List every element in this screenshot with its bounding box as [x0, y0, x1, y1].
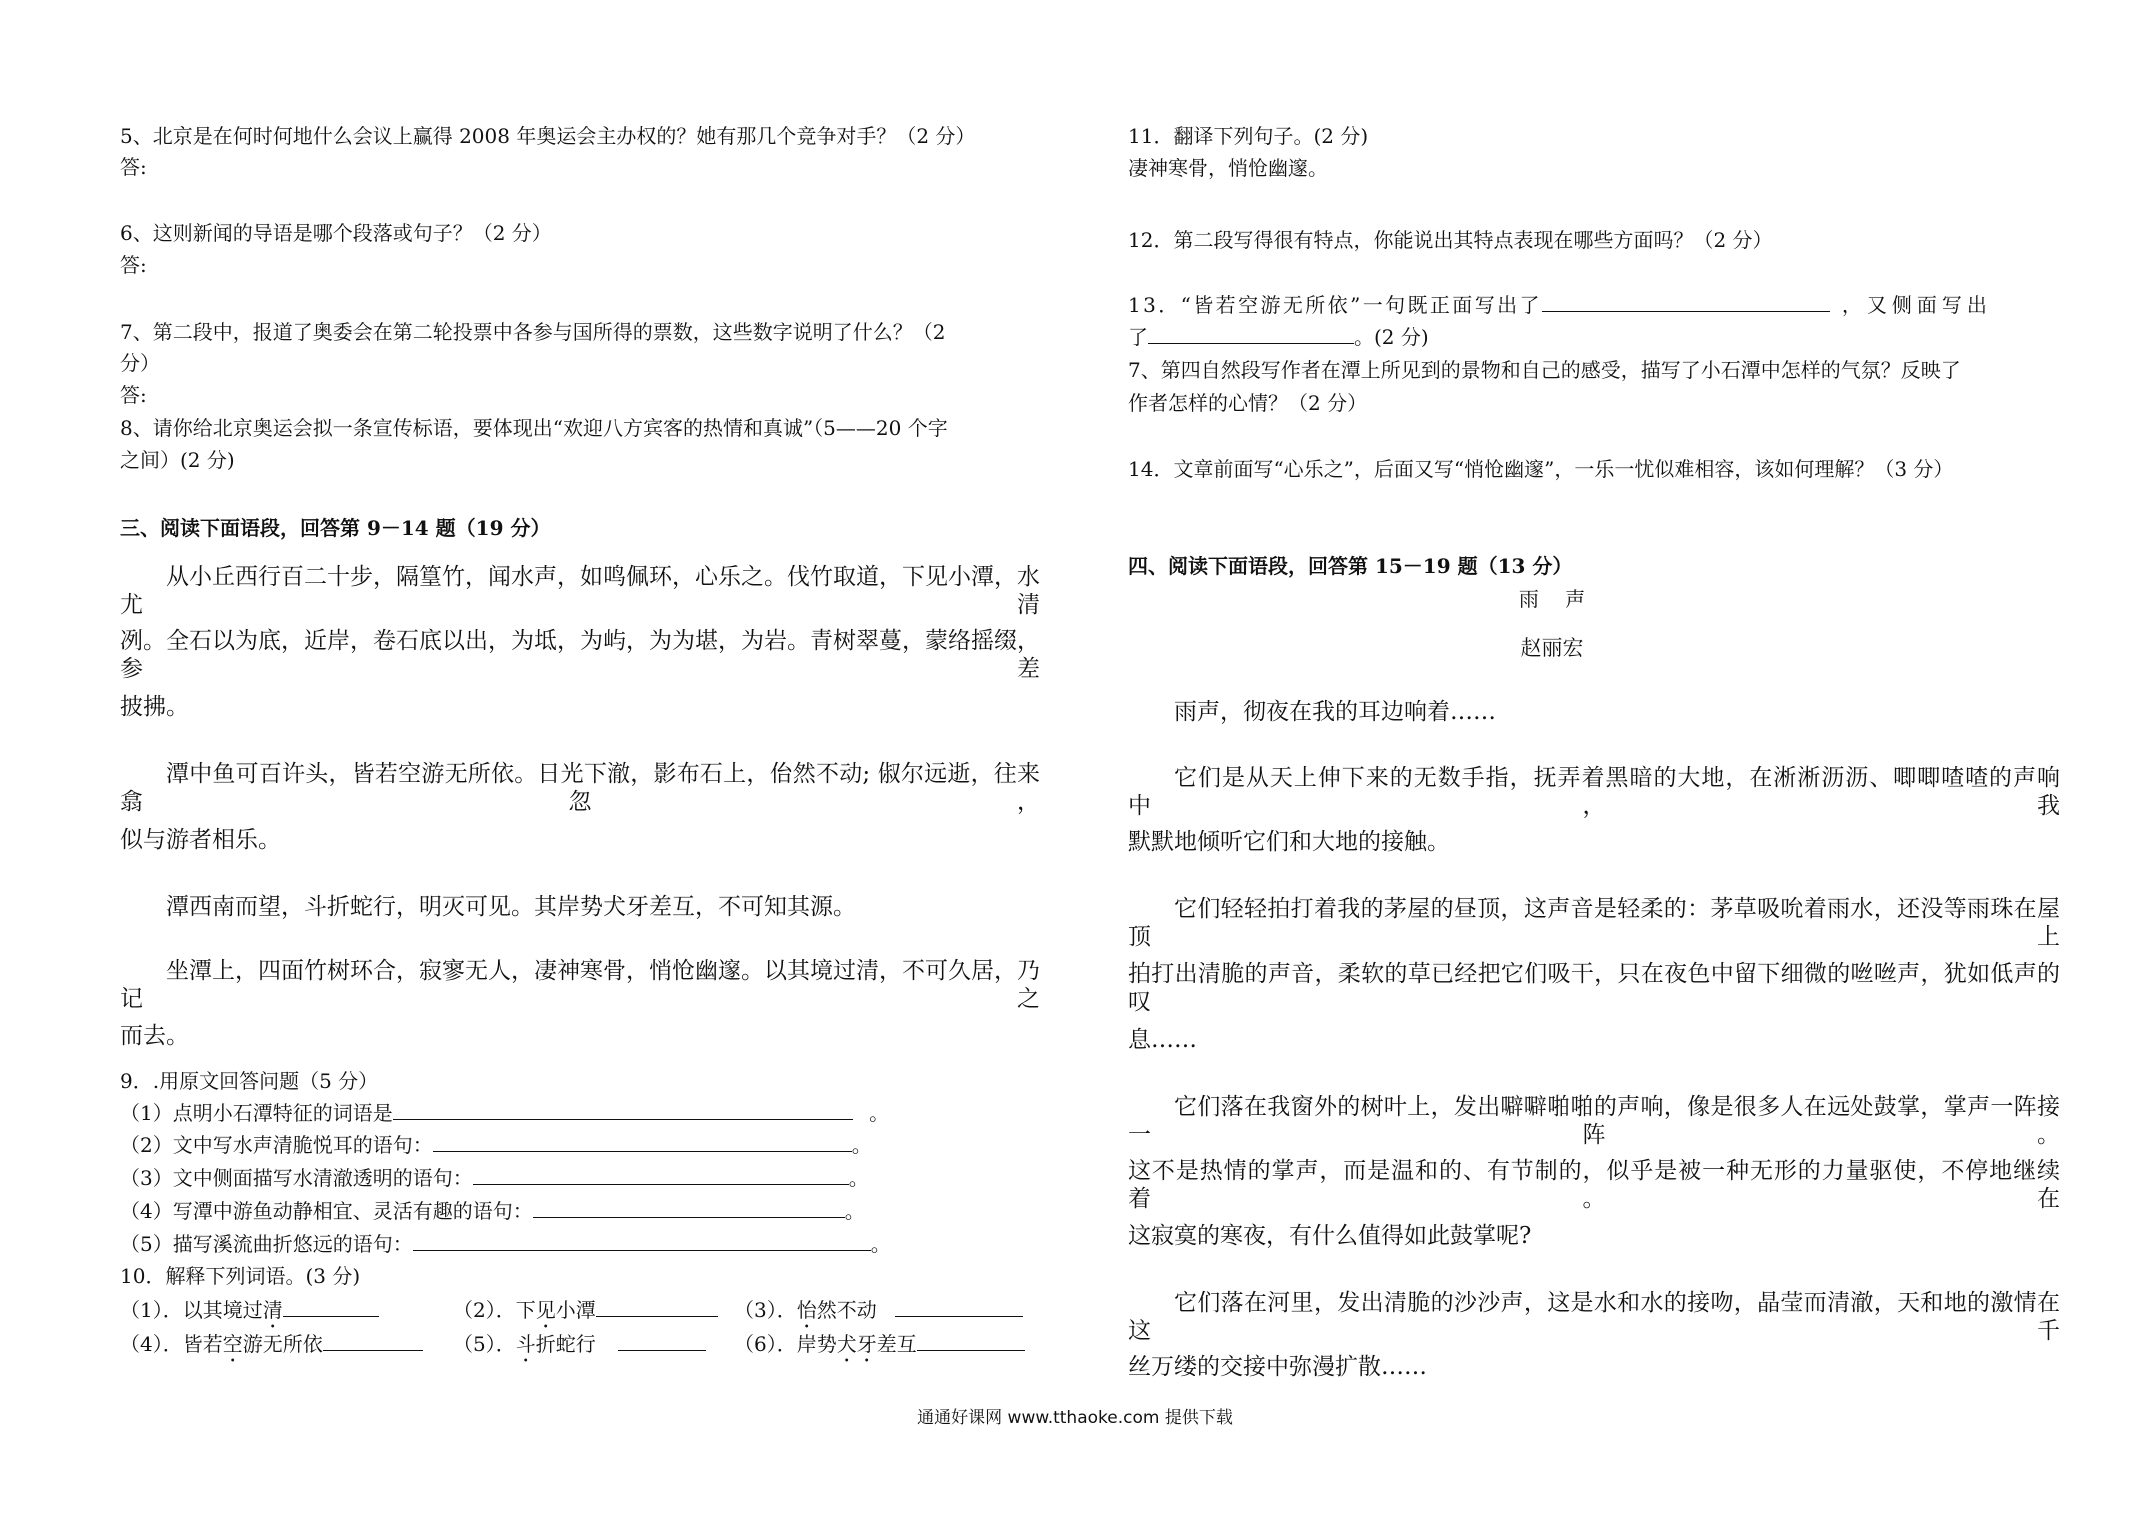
answer-blank[interactable]: [433, 1131, 852, 1152]
q9-item-text: （4）写潭中游鱼动静相宜、灵活有趣的语句：: [120, 1199, 533, 1223]
answer-label: 答:: [120, 155, 147, 179]
answer-blank[interactable]: [413, 1230, 871, 1251]
passage-line: 冽。全石以为底，近岸，卷石底以出，为坻，为屿，为为堪，为岩。青树翠蔓，蒙络摇缀，参差: [120, 628, 1040, 682]
answer-blank[interactable]: [533, 1197, 845, 1218]
passage-line: 这不是热情的掌声，而是温和的、有节制的，似乎是被一种无形的力量驱使，不停地继续着。在: [1128, 1158, 2060, 1212]
period: 。: [870, 1232, 891, 1256]
answer-blank[interactable]: [895, 1296, 1023, 1317]
passage-line: 它们轻轻拍打着我的茅屋的昼顶，这声音是轻柔的：茅草吸吮着雨水，还没等雨珠在屋顶上: [1128, 896, 2060, 950]
question-7-right: 7、第四自然段写作者在潭上所见到的景物和自己的感受，描写了小石潭中怎样的气氛？反映了: [1128, 358, 1961, 382]
passage-line: 默默地倾听它们和大地的接触。: [1128, 829, 1450, 855]
q13-text: 了: [1128, 325, 1148, 349]
section-4-heading: 四、阅读下面语段，回答第 15－19 题（13 分）: [1128, 554, 1573, 578]
q10-item-6: [734, 1330, 1025, 1367]
passage-line: 这寂寞的寒夜，有什么值得如此鼓掌呢?: [1128, 1223, 1532, 1249]
dotted-char: 空: [222, 1332, 243, 1356]
q10-item-1: [120, 1296, 379, 1333]
passage-line: 似与游者相乐。: [120, 827, 281, 853]
passage-line: 雨声，彻夜在我的耳边响着……: [1174, 699, 1496, 725]
q10-item-text: 游无所依: [242, 1332, 323, 1356]
q9-item-text: （3）文中侧面描写水清澈透明的语句：: [120, 1166, 473, 1190]
answer-blank[interactable]: [596, 1296, 718, 1317]
answer-blank[interactable]: [393, 1099, 853, 1120]
answer-blank[interactable]: [1148, 323, 1354, 344]
dotted-char: 犬牙: [836, 1332, 877, 1356]
q10-item-text: 折蛇行: [535, 1332, 596, 1356]
q10-item-text: （3）．: [734, 1298, 797, 1322]
passage-line: 息……: [1128, 1027, 1197, 1053]
passage-line: 而去。: [120, 1023, 189, 1049]
q10-item-text: （5）．: [453, 1332, 516, 1356]
passage-line: 潭西南而望，斗折蛇行，明灭可见。其岸势犬牙差互，不可知其源。: [166, 894, 856, 920]
passage-line: 从小丘西行百二十步，隔篁竹，闻水声，如鸣佩环，心乐之。伐竹取道，下见小潭，水尤清: [120, 564, 1040, 618]
question-5: 5、北京是在何时何地什么会议上赢得 2008 年奥运会主办权的？她有那几个竞争对手？（2 分）: [120, 124, 976, 148]
passage-line: 拍打出清脆的声音，柔软的草已经把它们吸干，只在夜色中留下细微的咝咝声，犹如低声的叹: [1128, 961, 2060, 1015]
question-8-cont: 之间）(2 分): [120, 448, 235, 472]
passage-line: 它们落在我窗外的树叶上，发出噼噼啪啪的声响，像是很多人在远处鼓掌，掌声一阵接一阵。: [1128, 1094, 2060, 1148]
q9-item: [120, 1099, 889, 1127]
q9-item: [120, 1197, 865, 1225]
answer-blank[interactable]: [1542, 291, 1830, 312]
q10-item-4: [120, 1330, 423, 1367]
question-10: 10．解释下列词语。(3 分): [120, 1264, 361, 1288]
question-14: 14．文章前面写“心乐之”，后面又写“悄怆幽邃”，一乐一忧似难相容，该如何理解？（3 分）: [1128, 457, 1954, 481]
q13-text: 。(2 分): [1354, 325, 1429, 349]
question-7-cont: 分）: [120, 351, 160, 375]
q13-text: 13．“皆若空游无所依”一句既正面写出了: [1128, 293, 1542, 317]
question-7-right-cont: 作者怎样的心情？（2 分）: [1128, 391, 1368, 415]
question-9: 9．.用原文回答问题（5 分）: [120, 1069, 379, 1093]
answer-blank[interactable]: [618, 1330, 706, 1351]
q10-item-text: （6）．岸势: [734, 1332, 837, 1356]
answer-label: 答:: [120, 383, 147, 407]
q10-item-text: （1）．以其境过: [120, 1298, 263, 1322]
q10-item-text: 小潭: [555, 1298, 596, 1322]
dotted-char: 斗: [515, 1332, 536, 1356]
answer-blank[interactable]: [473, 1164, 849, 1185]
q10-item-text: （2）．下: [453, 1298, 536, 1322]
question-8: 8、请你给北京奥运会拟一条宣传标语，要体现出“欢迎八方宾客的热情和真诚”（5——20 个字: [120, 416, 948, 440]
question-7: 7、第二段中，报道了奥委会在第二轮投票中各参与国所得的票数，这些数字说明了什么？（2: [120, 320, 946, 344]
section-3-heading: 三、阅读下面语段，回答第 9－14 题（19 分）: [120, 516, 551, 540]
q10-item-2: [453, 1296, 718, 1333]
q10-item-text: （4）．皆若: [120, 1332, 223, 1356]
answer-blank[interactable]: [283, 1296, 379, 1317]
q10-item-3: [734, 1296, 1023, 1333]
passage-line: 它们落在河里，发出清脆的沙沙声，这是水和水的接吻，晶莹而清澈，天和地的激情在这千: [1128, 1290, 2060, 1344]
question-13: [1128, 291, 2060, 319]
translate-sentence: 凄神寒骨，悄怆幽邃。: [1128, 156, 1328, 180]
passage-line: 它们是从天上伸下来的无数手指，抚弄着黑暗的大地，在淅淅沥沥、唧唧喳喳的声响中，我: [1128, 765, 2060, 819]
period: 。: [869, 1101, 890, 1125]
question-12: 12．第二段写得很有特点，你能说出其特点表现在哪些方面吗？（2 分）: [1128, 228, 1773, 252]
essay-title: 雨 声: [1518, 587, 1586, 611]
footer-source: 通通好课网 www.tthaoke.com 提供下载: [917, 1408, 1233, 1428]
period: 。: [844, 1199, 865, 1223]
period: 。: [851, 1133, 872, 1157]
answer-label: 答:: [120, 253, 147, 277]
question-6: 6、这则新闻的导语是哪个段落或句子？（2 分）: [120, 221, 552, 245]
q9-item: [120, 1131, 872, 1159]
q10-item-5: [453, 1330, 706, 1367]
q10-item-text: 差互: [876, 1332, 917, 1356]
essay-author: 赵丽宏: [1520, 636, 1584, 660]
q9-item: [120, 1230, 891, 1258]
passage-line: 披拂。: [120, 694, 189, 720]
answer-blank[interactable]: [917, 1330, 1025, 1351]
period: 。: [848, 1166, 869, 1190]
q9-item-text: （2）文中写水声清脆悦耳的语句：: [120, 1133, 433, 1157]
passage-line: 丝万缕的交接中弥漫扩散……: [1128, 1354, 1427, 1380]
q9-item: [120, 1164, 869, 1192]
passage-line: 潭中鱼可百许头，皆若空游无所依。日光下澈，影布石上，佁然不动; 俶尔远逝，往来翕忽，: [120, 761, 1040, 815]
dotted-char: 见: [535, 1298, 556, 1322]
question-11: 11．翻译下列句子。(2 分): [1128, 124, 1369, 148]
answer-blank[interactable]: [323, 1330, 423, 1351]
dotted-char: 清: [262, 1298, 283, 1322]
passage-line: 坐潭上，四面竹树环合，寂寥无人，凄神寒骨，悄怆幽邃。以其境过清，不可久居，乃记之: [120, 958, 1040, 1012]
q9-item-text: （5）描写溪流曲折悠远的语句：: [120, 1232, 413, 1256]
q9-item-text: （1）点明小石潭特征的词语是: [120, 1101, 393, 1125]
dotted-char: 怡: [796, 1298, 817, 1322]
question-13-cont: [1128, 323, 1429, 351]
q10-item-text: 然不动: [816, 1298, 877, 1322]
q13-text: ，又侧面写出: [1841, 293, 1992, 317]
